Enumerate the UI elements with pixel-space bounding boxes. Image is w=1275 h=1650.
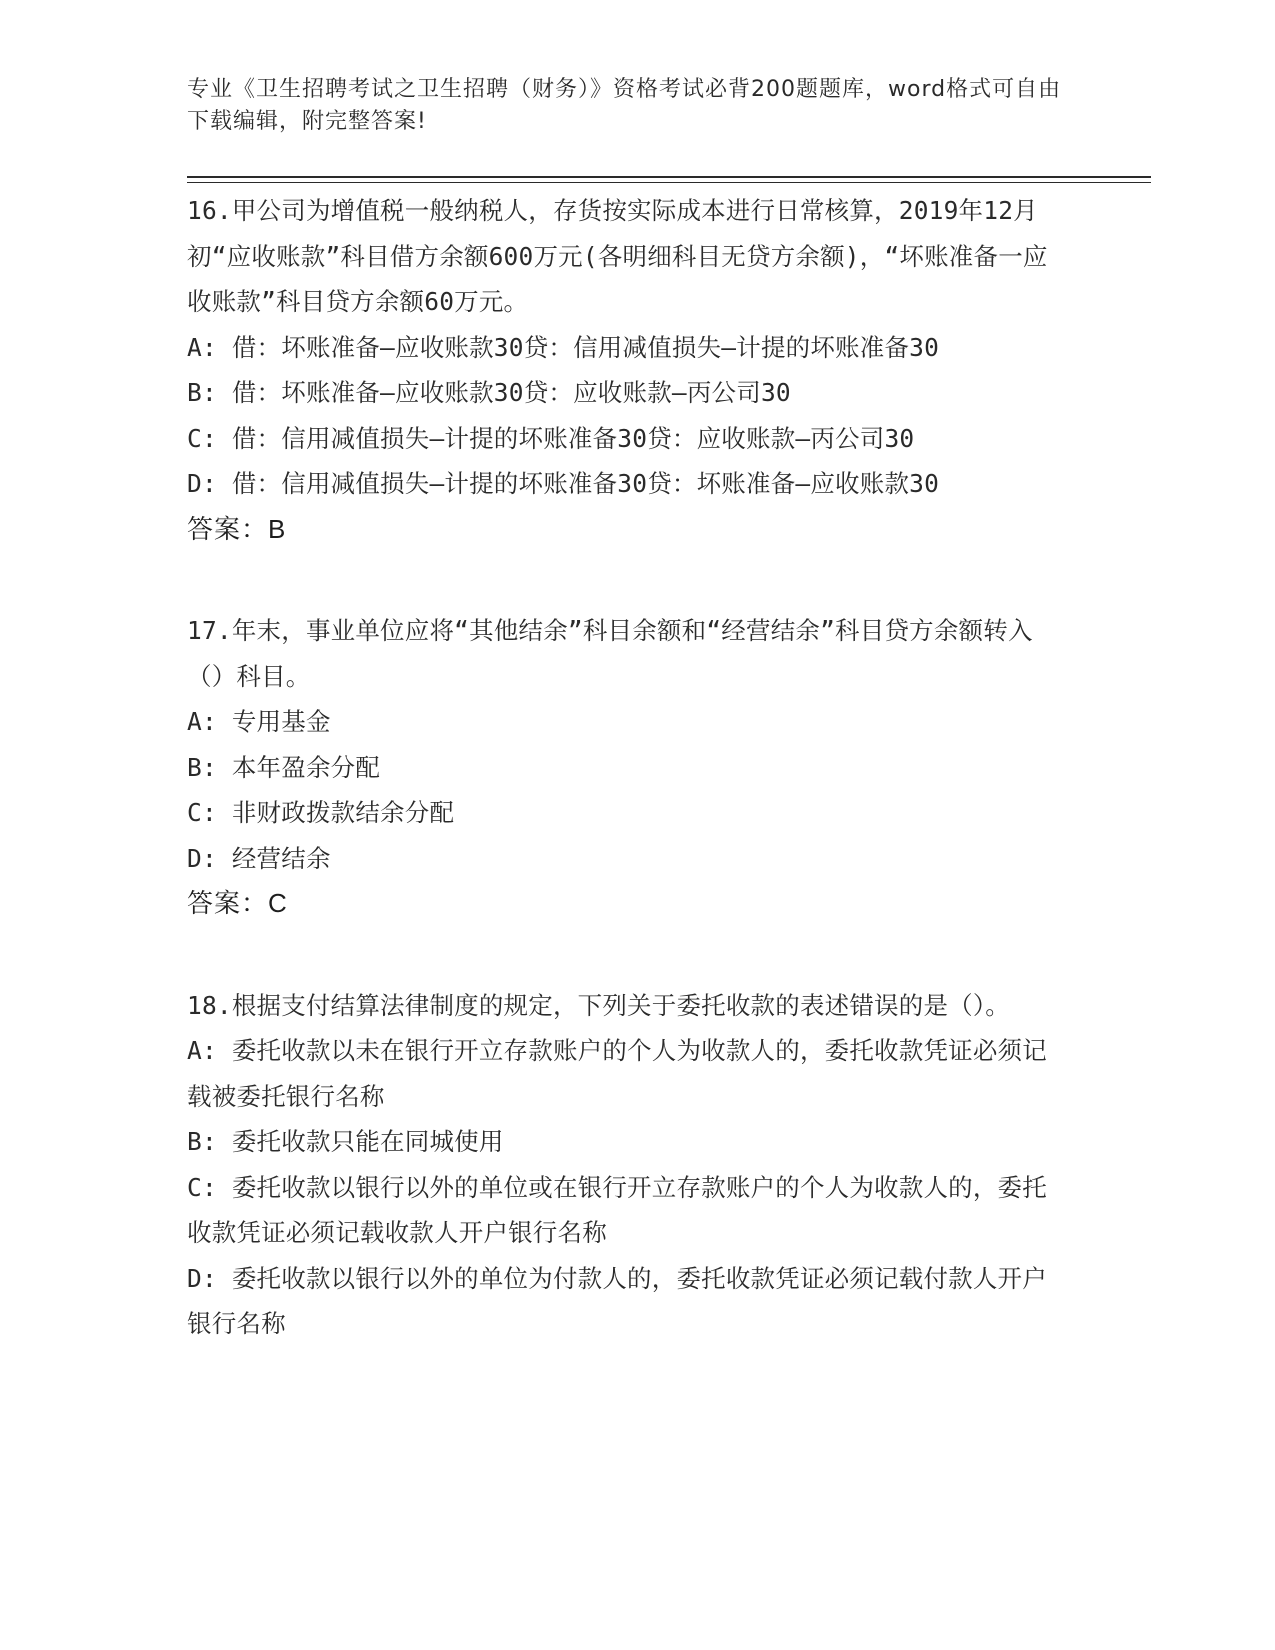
question-17 bbox=[187, 608, 1067, 927]
question-list bbox=[187, 188, 1067, 1403]
answer-line bbox=[187, 881, 1067, 927]
option-b: B: 委托收款只能在同城使用 bbox=[187, 1127, 504, 1156]
question-18 bbox=[187, 983, 1067, 1347]
option-d: D: 借：信用减值损失—计提的坏账准备30贷：坏账准备—应收账款30 bbox=[187, 469, 940, 498]
option-d: D: 经营结余 bbox=[187, 843, 331, 873]
header-rule-thin bbox=[187, 182, 1151, 183]
document-header: 专业《卫生招聘考试之卫生招聘（财务）》资格考试必背200题题库，word格式可自由下载编辑，附完整答案! bbox=[187, 77, 1062, 134]
answer-label: 答案： bbox=[187, 888, 269, 918]
question-stem: 17.年末，事业单位应将“其他结余”科目余额和“经营结余”科目贷方余额转入（）科目。 bbox=[187, 616, 1033, 691]
question-16 bbox=[187, 188, 1067, 552]
option-a: A: 专用基金 bbox=[187, 707, 331, 736]
option-c: C: 借：信用减值损失—计提的坏账准备30贷：应收账款—丙公司30 bbox=[187, 423, 915, 453]
answer-line bbox=[187, 507, 1067, 553]
header-rule-thick bbox=[187, 176, 1151, 178]
question-stem: 18.根据支付结算法律制度的规定，下列关于委托收款的表述错误的是（）。 bbox=[187, 990, 1010, 1020]
answer-value: C bbox=[268, 888, 287, 918]
question-stem: 16.甲公司为增值税一般纳税人，存货按实际成本进行日常核算，2019年12月初“应收账款”科目借方余额600万元(各明细科目无贷方余额)，“坏账准备一应收账款”科目贷方余额60万元。 bbox=[187, 196, 1048, 316]
option-b: B: 本年盈余分配 bbox=[187, 752, 381, 782]
answer-value: B bbox=[268, 513, 286, 544]
option-c: C: 非财政拨款结余分配 bbox=[187, 798, 455, 827]
answer-label: 答案： bbox=[187, 513, 269, 544]
option-c: C: 委托收款以银行以外的单位或在银行开立存款账户的个人为收款人的，委托收款凭证必须记载收款人开户银行名称 bbox=[187, 1172, 1047, 1247]
option-a: A: 委托收款以未在银行开立存款账户的个人为收款人的，委托收款凭证必须记载被委托银行名称 bbox=[187, 1036, 1047, 1111]
option-a: A: 借：坏账准备—应收账款30贷：信用减值损失—计提的坏账准备30 bbox=[187, 332, 940, 362]
option-d: D: 委托收款以银行以外的单位为付款人的，委托收款凭证必须记载付款人开户银行名称 bbox=[187, 1263, 1047, 1338]
option-b: B: 借：坏账准备—应收账款30贷：应收账款—丙公司30 bbox=[187, 378, 791, 407]
